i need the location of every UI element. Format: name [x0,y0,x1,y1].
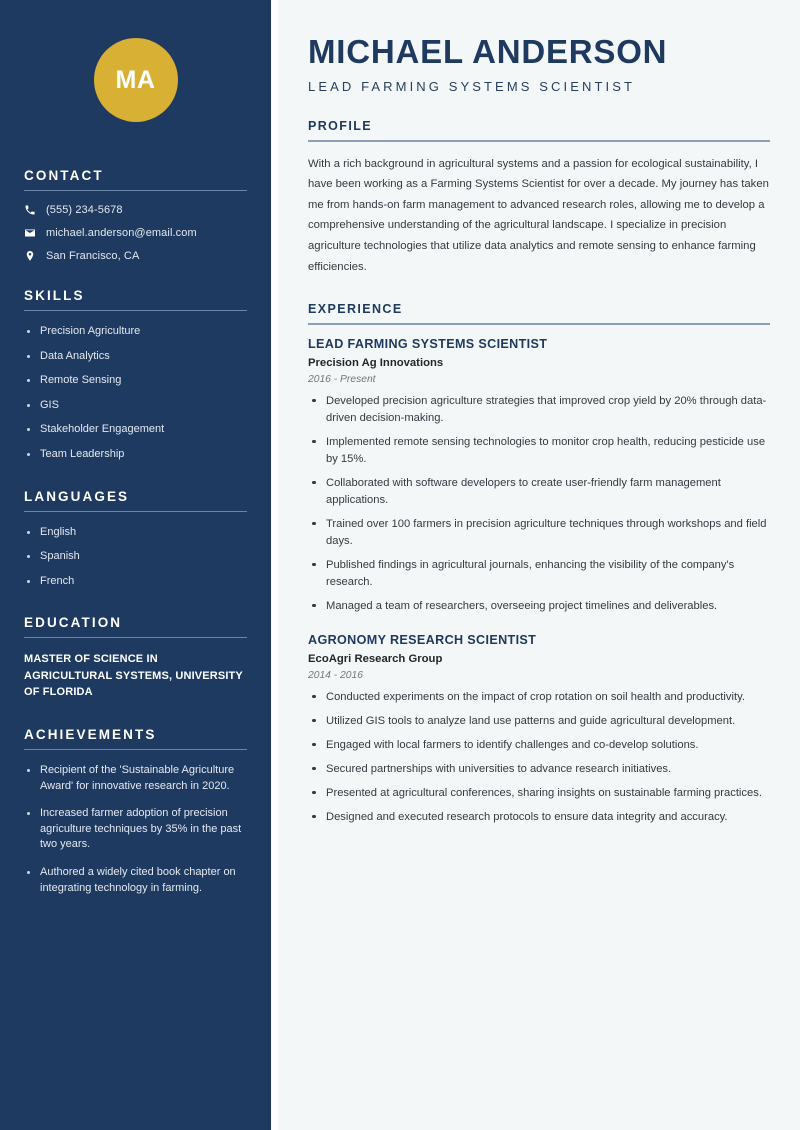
experience-heading: EXPERIENCE [308,302,403,317]
contact-divider [24,190,247,191]
experience-bullets [308,689,770,826]
skills-heading: SKILLS [24,288,85,303]
experience-dates: 2016 - Present [308,373,376,385]
list-item: Utilized GIS tools to analyze land use patterns and guide agricultural development. [308,713,770,730]
list-item: Team Leadership [24,447,247,463]
languages-divider [24,511,247,512]
contact-location-value: San Francisco, CA [46,250,140,262]
avatar-initials: MA [115,65,156,94]
avatar [94,38,178,122]
experience-role: LEAD FARMING SYSTEMS SCIENTIST [308,336,548,351]
experience-entry [308,633,770,826]
education-divider [24,637,247,638]
experience-dates: 2014 - 2016 [308,669,363,681]
list-item: Data Analytics [24,349,247,365]
list-item: GIS [24,398,247,414]
contact-email-value: michael.anderson@email.com [46,227,197,239]
list-item: French [24,574,247,590]
list-item: Engaged with local farmers to identify challenges and co-develop solutions. [308,737,770,754]
list-item: Presented at agricultural conferences, sharing insights on sustainable farming practices. [308,785,770,802]
list-item: Designed and executed research protocols to ensure data integrity and accuracy. [308,809,770,826]
experience-company: EcoAgri Research Group [308,652,443,665]
main-content [278,0,800,1130]
languages-list [24,525,247,590]
contact-phone-value: (555) 234-5678 [46,204,123,216]
sidebar-section-contact [24,168,247,262]
list-item: Remote Sensing [24,373,247,389]
sidebar-section-achievements [24,727,247,896]
list-item: Stakeholder Engagement [24,422,247,438]
achievements-heading: ACHIEVEMENTS [24,726,157,742]
experience-bullets [308,393,770,615]
experience-company: Precision Ag Innovations [308,356,444,369]
phone-icon [24,204,46,216]
contact-item-email[interactable] [24,227,247,239]
list-item: Collaborated with software developers to create user-friendly farm management applications. [308,475,770,509]
education-heading: EDUCATION [24,615,123,631]
list-item: Developed precision agriculture strategies that improved crop yield by 20% through data-driven decision-making. [308,393,770,427]
list-item: Increased farmer adoption of precision agriculture techniques by 35% in the past two years. [24,806,247,853]
map-pin-icon [24,250,46,262]
envelope-icon [24,227,46,239]
list-item: Published findings in agricultural journals, enhancing the visibility of the company's research. [308,557,770,591]
profile-divider [308,140,770,142]
list-item: Managed a team of researchers, overseeing project timelines and deliverables. [308,598,770,615]
section-profile [308,119,770,277]
profile-heading: PROFILE [308,119,372,134]
professional-title: LEAD FARMING SYSTEMS SCIENTIST [308,79,636,95]
experience-divider [308,323,770,325]
sidebar-section-skills [24,288,247,463]
page-title: MICHAEL ANDERSON [308,33,668,70]
section-experience [308,302,770,826]
list-item: Implemented remote sensing technologies to monitor crop health, reducing pesticide use by 15%. [308,434,770,468]
skills-divider [24,310,247,311]
languages-heading: LANGUAGES [24,488,130,504]
sidebar-section-languages [24,489,247,590]
list-item: Trained over 100 farmers in precision agriculture techniques through workshops and field days. [308,516,770,550]
list-item: Recipient of the 'Sustainable Agriculture Award' for innovative research in 2020. [24,763,247,794]
list-item: Authored a widely cited book chapter on integrating technology in farming. [24,865,247,896]
sidebar [0,0,278,1130]
list-item: English [24,525,247,541]
list-item: Spanish [24,549,247,565]
contact-heading: CONTACT [24,168,104,183]
sidebar-section-education [24,615,247,701]
list-item: Precision Agriculture [24,324,247,340]
avatar-container [24,0,247,168]
achievements-divider [24,749,247,750]
achievements-list [24,763,247,896]
list-item: Conducted experiments on the impact of crop rotation on soil health and productivity. [308,689,770,706]
list-item: Secured partnerships with universities to advance research initiatives. [308,761,770,778]
education-degree: MASTER OF SCIENCE IN AGRICULTURAL SYSTEMS, UNIVERSITY OF FLORIDA [24,653,243,699]
experience-entry [308,337,770,615]
profile-text: With a rich background in agricultural systems and a passion for ecological sustainability, I have been working as a Farming Systems Scientist for over a decade. My journey has taken me from hands-on farm management to advanced research roles, allowing me to develop a comprehensive understanding of the agricultural landscape. I specialize in precision agriculture technologies that utilize data analytics and remote sensing to enhance farming efficiencies. [308,157,769,273]
experience-role: AGRONOMY RESEARCH SCIENTIST [308,632,537,647]
contact-item-location[interactable] [24,250,247,262]
skills-list [24,324,247,463]
contact-item-phone[interactable] [24,204,247,216]
